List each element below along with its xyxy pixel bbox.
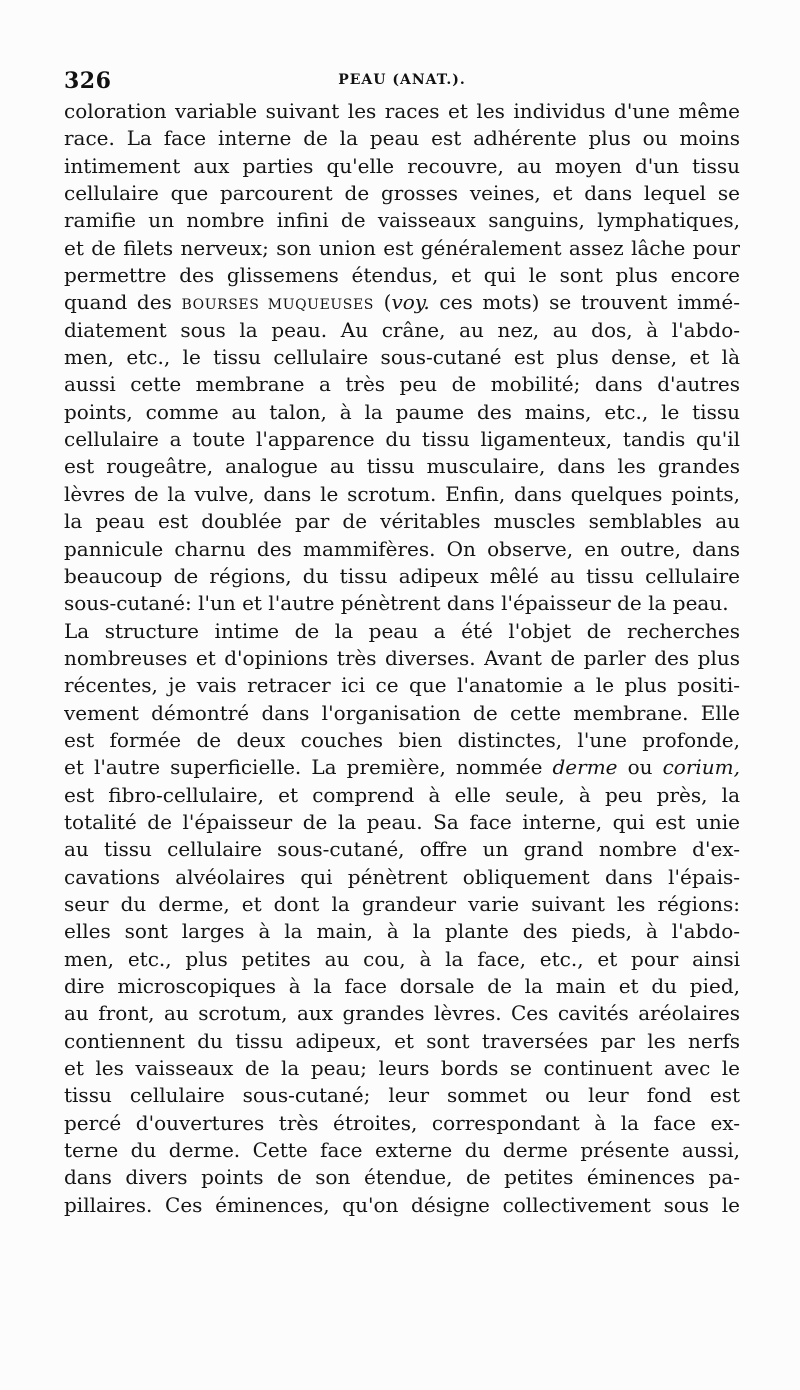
text-line: aussi cette membrane a très peu de mobilité; dans d'autres [64,372,740,397]
text-segment: ces mots) se trouvent immé- [429,290,740,315]
text-line: beaucoup de régions, du tissu adipeux mêlé au tissu cellulaire [64,563,740,588]
text-line: nombreuses et d'opinions très diverses. Avant de parler des plus [64,645,740,670]
text-line: cellulaire a toute l'apparence du tissu ligamenteux, tandis qu'il [64,427,740,452]
text-line: diatement sous la peau. Au crâne, au nez, au dos, à l'abdo- [64,317,740,342]
text-line: au tissu cellulaire sous-cutané, offre un grand nombre d'ex- [64,837,740,862]
text-line: men, etc., plus petites au cou, à la face, etc., et pour ainsi [64,946,740,971]
text-line: tissu cellulaire sous-cutané; leur sommet ou leur fond est [64,1083,740,1108]
text-line: race. La face interne de la peau est adhérente plus ou moins [64,126,740,151]
text-line: elles sont larges à la main, à la plante des pieds, à l'abdo- [64,919,740,944]
text-line: et de filets nerveux; son union est généralement assez lâche pour [64,235,740,260]
text-line [64,289,740,316]
text-line: ramifie un nombre infini de vaisseaux sanguins, lymphatiques, [64,208,740,233]
text-line: permettre des glissemens étendus, et qui le sont plus encore [64,263,740,288]
text-line: intimement aux parties qu'elle recouvre, au moyen d'un tissu [64,153,740,178]
text-line: est rougeâtre, analogue au tissu musculaire, dans les grandes [64,454,740,479]
text-line: dire microscopiques à la face dorsale de la main et du pied, [64,974,740,998]
text-line: lèvres de la vulve, dans le scrotum. Enfin, dans quelques points, [64,481,740,506]
text-line: récentes, je vais retracer ici ce que l'anatomie a le plus positi- [64,673,740,698]
text-line [64,754,740,781]
page-header [64,68,740,98]
text-line: coloration variable suivant les races et les individus d'une même [64,99,740,123]
text-line: et les vaisseaux de la peau; leurs bords se continuent avec le [64,1056,740,1081]
text-segment: ( [374,290,392,315]
text-line: au front, au scrotum, aux grandes lèvres. Ces cavités aréolaires [64,1001,740,1026]
text-line: contiennent du tissu adipeux, et sont traversées par les nerfs [64,1028,740,1053]
text-segment: quand des [64,290,182,315]
text-line: dans divers points de son étendue, de petites éminences pa- [64,1165,740,1190]
text-line: points, comme au talon, à la paume des mains, etc., le tissu [64,399,740,424]
text-line: La structure intime de la peau a été l'objet de recherches [64,618,740,643]
text-line: men, etc., le tissu cellulaire sous-cutané est plus dense, et là [64,345,740,370]
text-line: pannicule charnu des mammifères. On observe, en outre, dans [64,536,740,561]
text-segment: BOURSES MUQUEUSES [181,297,374,314]
text-line: cavations alvéolaires qui pénètrent obliquement dans l'épais- [64,864,740,889]
text-line: cellulaire que parcourent de grosses veines, et dans lequel se [64,181,740,206]
text-line: est formée de deux couches bien distinctes, l'une profonde, [64,727,740,752]
page-number: 326 [64,68,112,94]
text-segment: et l'autre superficielle. La première, nommée [64,755,553,780]
text-segment: derme [552,755,618,780]
text-segment: ou [617,755,663,780]
text-segment: corium, [662,755,740,780]
text-line: percé d'ouvertures très étroites, correspondant à la face ex- [64,1110,740,1135]
text-line: sous-cutané: l'un et l'autre pénètrent dans l'épaisseur de la peau. [64,591,729,616]
text-line: la peau est doublée par de véritables muscles semblables au [64,509,740,534]
text-line: totalité de l'épaisseur de la peau. Sa face interne, qui est unie [64,809,740,834]
text-segment: voy. [391,290,430,315]
text-line: seur du derme, et dont la grandeur varie suivant les régions: [64,891,740,916]
text-line: terne du derme. Cette face externe du derme présente aussi, [64,1138,740,1163]
text-line: pillaires. Ces éminences, qu'on désigne collectivement sous le [64,1192,740,1217]
body-text [64,98,740,1219]
text-line: vement démontré dans l'organisation de cette membrane. Elle [64,700,740,725]
text-line: est fibro-cellulaire, et comprend à elle seule, à peu près, la [64,782,740,807]
running-head: PEAU (ANAT.). [338,72,466,88]
